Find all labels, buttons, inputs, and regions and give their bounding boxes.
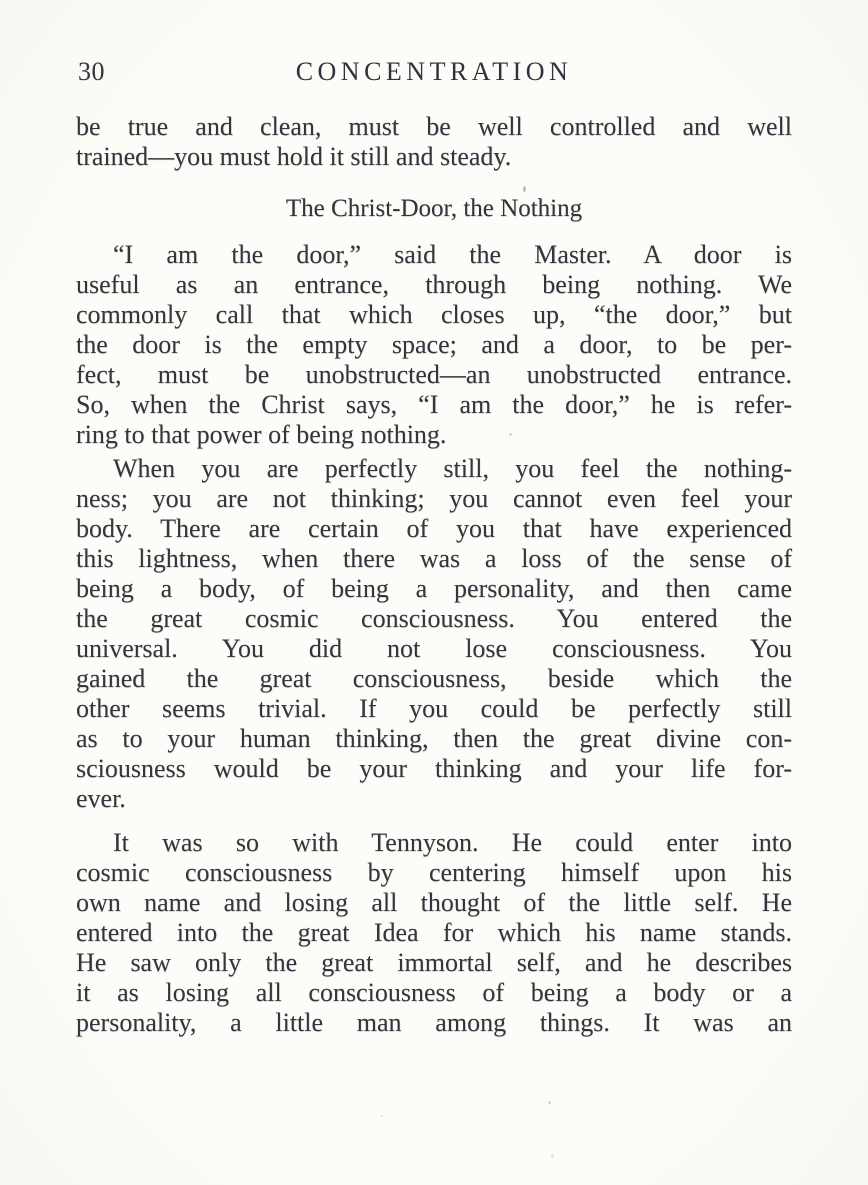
text-line: It was so with Tennyson. He could enter into [113,828,792,857]
text-line: entered into the great Idea for which his name stands. [76,918,792,947]
scan-speck [551,1154,554,1158]
text-line: ever. [76,784,126,813]
text-line: other seems trivial. If you could be perfectly still [76,694,792,723]
text-line: body. There are certain of you that have experienced [76,514,792,543]
running-header: CONCENTRATION [295,57,573,86]
text-line: He saw only the great immortal self, and he describes [76,948,792,977]
paragraph-stillness [76,454,792,814]
scan-speck [523,186,526,192]
text-line: be true and clean, must be well controlled and well [76,112,792,141]
text-line: useful as an entrance, through being nothing. We [76,270,792,299]
text-line: the door is the empty space; and a door, to be per- [76,330,792,359]
text-line: being a body, of being a personality, and then came [76,574,792,603]
scan-speck [548,1101,551,1104]
text-line: ring to that power of being nothing. [76,420,447,449]
text-line: as to your human thinking, then the great divine con- [76,724,792,753]
paragraph-intro [76,112,792,172]
text-line: it as losing all consciousness of being a body or a [76,978,792,1007]
text-line: So, when the Christ says, “I am the door,” he is refer- [76,390,792,419]
text-line: this lightness, when there was a loss of the sense of [76,544,792,573]
page-number: 30 [78,57,105,86]
page-body-text [76,112,792,1038]
text-line: personality, a little man among things. It was an [76,1008,792,1037]
text-line: universal. You did not lose consciousness. You [76,634,792,663]
text-line: ness; you are not thinking; you cannot even feel your [76,484,792,513]
paragraph-tennyson [76,828,792,1038]
page-header [76,56,792,88]
text-line: own name and losing all thought of the little self. He [76,888,792,917]
text-line: sciousness would be your thinking and your life for- [76,754,792,783]
scan-speck [509,433,512,436]
scan-speck [381,1115,383,1117]
text-line: the great cosmic consciousness. You entered the [76,604,792,633]
text-line: trained—you must hold it still and steady. [76,142,512,171]
text-line: commonly call that which closes up, “the door,” but [76,300,792,329]
text-line: When you are perfectly still, you feel the nothing- [113,454,792,483]
section-heading: The Christ-Door, the Nothing [285,195,583,222]
text-line: gained the great consciousness, beside which the [76,664,792,693]
text-line: fect, must be unobstructed—an unobstructed entrance. [76,360,792,389]
text-line: cosmic consciousness by centering himself upon his [76,858,792,887]
text-line: “I am the door,” said the Master. A door is [113,240,792,269]
paragraph-door [76,240,792,450]
